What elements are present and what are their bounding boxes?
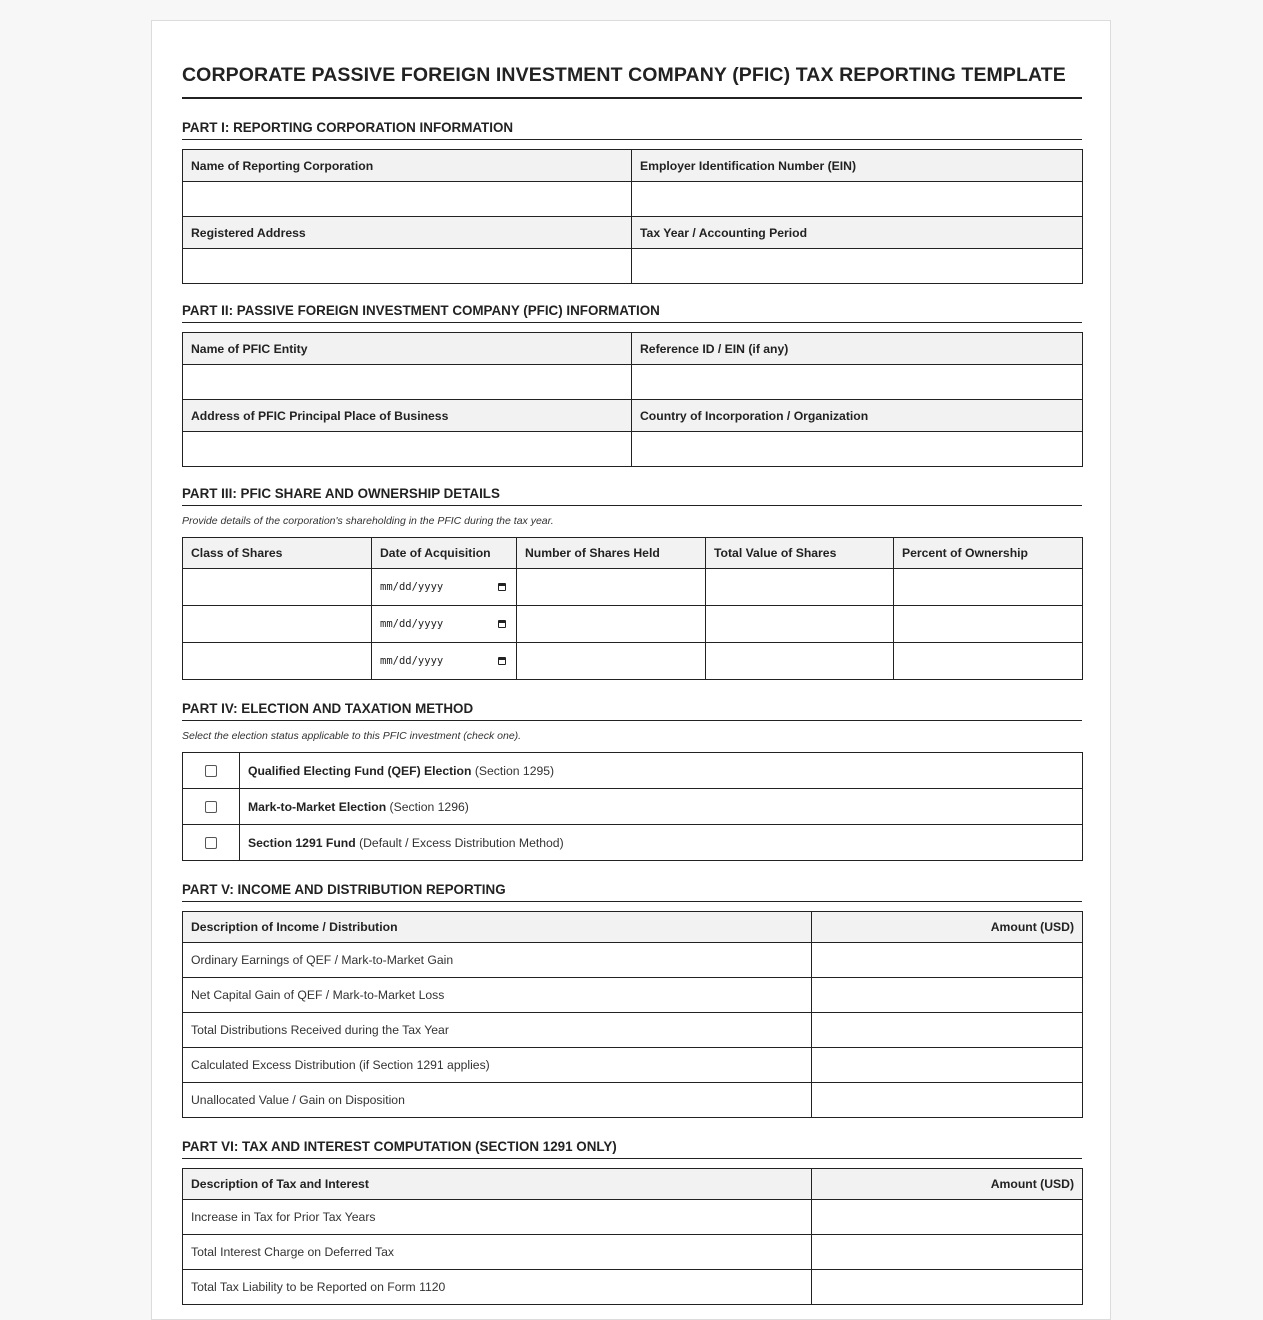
- calendar-icon[interactable]: [498, 583, 506, 591]
- amount-input[interactable]: [812, 1235, 1083, 1270]
- column-header: Amount (USD): [812, 912, 1083, 943]
- percent-ownership-input[interactable]: [894, 569, 1083, 606]
- table-row: [183, 643, 1083, 680]
- option-label-rest: (Section 1296): [386, 799, 469, 814]
- table-row: [183, 1083, 1083, 1118]
- field-label: Employer Identification Number (EIN): [632, 150, 1083, 182]
- field-label: Name of Reporting Corporation: [183, 150, 632, 182]
- option-label-rest: (Section 1295): [471, 763, 555, 778]
- class-of-shares-input[interactable]: [183, 606, 372, 643]
- election-table: [182, 752, 1083, 861]
- table-row: [183, 1013, 1083, 1048]
- column-header: Total Value of Shares: [706, 538, 894, 569]
- table-row: [183, 1200, 1083, 1235]
- column-header: Number of Shares Held: [517, 538, 706, 569]
- total-value-input[interactable]: [706, 569, 894, 606]
- class-of-shares-input[interactable]: [183, 569, 372, 606]
- row-description: Unallocated Value / Gain on Disposition: [183, 1083, 812, 1118]
- option-label-rest: (Default / Excess Distribution Method): [355, 835, 564, 850]
- election-option: [183, 789, 1083, 825]
- option-label-bold: Mark-to-Market Election: [248, 799, 387, 814]
- amount-input[interactable]: [812, 943, 1083, 978]
- pfic-address-input[interactable]: [183, 432, 632, 467]
- percent-ownership-input[interactable]: [894, 606, 1083, 643]
- amount-input[interactable]: [812, 1013, 1083, 1048]
- row-description: Calculated Excess Distribution (if Section 1291 applies): [183, 1048, 812, 1083]
- table-row: [183, 943, 1083, 978]
- amount-input[interactable]: [812, 1048, 1083, 1083]
- pfic-reference-id-input[interactable]: [632, 365, 1083, 400]
- row-description: Total Distributions Received during the Tax Year: [183, 1013, 812, 1048]
- total-value-input[interactable]: [706, 643, 894, 680]
- amount-input[interactable]: [812, 1200, 1083, 1235]
- mark-to-market-checkbox[interactable]: [205, 801, 217, 813]
- column-header: Date of Acquisition: [372, 538, 517, 569]
- column-header: Description of Income / Distribution: [183, 912, 812, 943]
- part6-heading: PART VI: TAX AND INTEREST COMPUTATION (SECTION 1291 ONLY): [182, 1139, 1082, 1159]
- option-label-bold: Qualified Electing Fund (QEF) Election: [248, 763, 472, 778]
- part4-heading: PART IV: ELECTION AND TAXATION METHOD: [182, 701, 1082, 721]
- field-label: Address of PFIC Principal Place of Business: [183, 400, 632, 432]
- amount-input[interactable]: [812, 1270, 1083, 1305]
- part5-heading: PART V: INCOME AND DISTRIBUTION REPORTING: [182, 882, 1082, 902]
- percent-ownership-input[interactable]: [894, 643, 1083, 680]
- calendar-icon[interactable]: [498, 620, 506, 628]
- column-header: Class of Shares: [183, 538, 372, 569]
- tax-year-input[interactable]: [632, 249, 1083, 284]
- date-placeholder: mm/dd/yyyy: [380, 618, 444, 630]
- pfic-country-input[interactable]: [632, 432, 1083, 467]
- table-row: [183, 606, 1083, 643]
- section-1291-checkbox[interactable]: [205, 837, 217, 849]
- row-description: Increase in Tax for Prior Tax Years: [183, 1200, 812, 1235]
- table-row: [183, 978, 1083, 1013]
- ein-input[interactable]: [632, 182, 1083, 217]
- amount-input[interactable]: [812, 978, 1083, 1013]
- part3-note: Provide details of the corporation's shareholding in the PFIC during the tax year.: [182, 515, 554, 527]
- table-row: [183, 1270, 1083, 1305]
- number-of-shares-input[interactable]: [517, 569, 706, 606]
- row-description: Total Tax Liability to be Reported on Form 1120: [183, 1270, 812, 1305]
- form-sheet: [151, 20, 1111, 1320]
- field-label: Name of PFIC Entity: [183, 333, 632, 365]
- table-row: [183, 1235, 1083, 1270]
- row-description: Ordinary Earnings of QEF / Mark-to-Market Gain: [183, 943, 812, 978]
- field-label: Registered Address: [183, 217, 632, 249]
- pfic-name-input[interactable]: [183, 365, 632, 400]
- total-value-input[interactable]: [706, 606, 894, 643]
- row-description: Total Interest Charge on Deferred Tax: [183, 1235, 812, 1270]
- field-label: Country of Incorporation / Organization: [632, 400, 1083, 432]
- date-of-acquisition-input[interactable]: [372, 569, 517, 606]
- election-option: [183, 825, 1083, 861]
- part1-heading: PART I: REPORTING CORPORATION INFORMATION: [182, 120, 1082, 140]
- class-of-shares-input[interactable]: [183, 643, 372, 680]
- date-of-acquisition-input[interactable]: [372, 643, 517, 680]
- field-label: Tax Year / Accounting Period: [632, 217, 1083, 249]
- column-header: Description of Tax and Interest: [183, 1169, 812, 1200]
- number-of-shares-input[interactable]: [517, 643, 706, 680]
- date-of-acquisition-input[interactable]: [372, 606, 517, 643]
- qef-election-checkbox[interactable]: [205, 765, 217, 777]
- table-row: [183, 1048, 1083, 1083]
- tax-interest-table: [182, 1168, 1083, 1305]
- income-table: [182, 911, 1083, 1118]
- shares-table: [182, 537, 1083, 680]
- date-placeholder: mm/dd/yyyy: [380, 581, 444, 593]
- part2-heading: PART II: PASSIVE FOREIGN INVESTMENT COMPANY (PFIC) INFORMATION: [182, 303, 1082, 323]
- part3-heading: PART III: PFIC SHARE AND OWNERSHIP DETAILS: [182, 486, 1082, 506]
- calendar-icon[interactable]: [498, 657, 506, 665]
- column-header: Percent of Ownership: [894, 538, 1083, 569]
- row-description: Net Capital Gain of QEF / Mark-to-Market Loss: [183, 978, 812, 1013]
- part1-table: [182, 149, 1083, 284]
- registered-address-input[interactable]: [183, 249, 632, 284]
- table-row: [183, 569, 1083, 606]
- election-option: [183, 753, 1083, 789]
- part4-note: Select the election status applicable to this PFIC investment (check one).: [182, 730, 522, 742]
- reporting-corporation-name-input[interactable]: [183, 182, 632, 217]
- option-label-bold: Section 1291 Fund: [248, 835, 356, 850]
- field-label: Reference ID / EIN (if any): [632, 333, 1083, 365]
- part2-table: [182, 332, 1083, 467]
- form-title: CORPORATE PASSIVE FOREIGN INVESTMENT COMPANY (PFIC) TAX REPORTING TEMPLATE: [182, 64, 1066, 86]
- column-header: Amount (USD): [812, 1169, 1083, 1200]
- number-of-shares-input[interactable]: [517, 606, 706, 643]
- title-divider: [182, 97, 1082, 99]
- date-placeholder: mm/dd/yyyy: [380, 655, 444, 667]
- amount-input[interactable]: [812, 1083, 1083, 1118]
